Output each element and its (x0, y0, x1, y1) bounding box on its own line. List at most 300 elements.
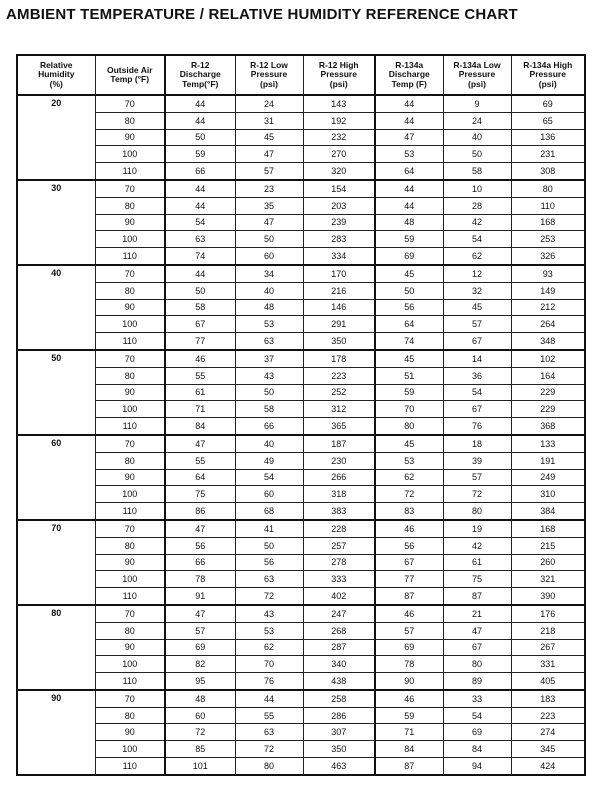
outside-air-temp-cell: 90 (95, 384, 165, 401)
r134a-discharge-temp-cell: 46 (375, 605, 443, 622)
table-row (17, 401, 585, 418)
table-row (17, 486, 585, 503)
r12-low-pressure-cell: 40 (235, 435, 303, 452)
r12-high-pressure-cell: 270 (303, 146, 375, 163)
r12-discharge-temp-cell: 56 (165, 537, 235, 554)
r12-low-pressure-cell: 23 (235, 180, 303, 197)
r134a-high-pressure-cell: 215 (511, 537, 585, 554)
r134a-high-pressure-cell: 168 (511, 520, 585, 537)
r12-high-pressure-cell: 216 (303, 282, 375, 299)
header-line: Pressure (458, 69, 496, 80)
table-row (17, 554, 585, 571)
table-row (17, 673, 585, 690)
r134a-low-pressure-cell: 9 (443, 95, 511, 112)
r12-high-pressure-cell: 252 (303, 384, 375, 401)
r134a-discharge-temp-cell: 71 (375, 724, 443, 741)
r12-high-pressure-cell: 463 (303, 758, 375, 775)
r12-high-pressure-cell: 268 (303, 622, 375, 639)
r12-discharge-temp-cell: 82 (165, 656, 235, 673)
r12-discharge-temp-cell: 46 (165, 350, 235, 367)
r12-low-pressure-cell: 72 (235, 588, 303, 605)
r134a-discharge-temp-cell: 70 (375, 401, 443, 418)
header-line: R-12 Low (250, 59, 288, 70)
r134a-low-pressure-cell: 67 (443, 333, 511, 350)
r12-low-pressure-cell: 50 (235, 384, 303, 401)
r134a-discharge-temp-cell: 67 (375, 554, 443, 571)
table-row (17, 180, 585, 197)
r12-low-pressure-cell: 80 (235, 758, 303, 775)
r134a-low-pressure-cell: 54 (443, 707, 511, 724)
r12-low-pressure-cell: 58 (235, 401, 303, 418)
r12-high-pressure-cell: 402 (303, 588, 375, 605)
header-line: (psi) (468, 78, 486, 89)
r134a-low-pressure-cell: 47 (443, 622, 511, 639)
table-row (17, 588, 585, 605)
outside-air-temp-cell: 100 (95, 656, 165, 673)
r134a-low-pressure-cell: 62 (443, 248, 511, 265)
r12-low-pressure-cell: 63 (235, 333, 303, 350)
table-row (17, 639, 585, 656)
r12-discharge-temp-cell: 58 (165, 299, 235, 316)
table-row (17, 367, 585, 384)
outside-air-temp-cell: 70 (95, 350, 165, 367)
r134a-high-pressure-cell: 326 (511, 248, 585, 265)
header-line: Temp (°F) (110, 74, 150, 84)
outside-air-temp-cell: 70 (95, 520, 165, 537)
header-line: Pressure (320, 69, 357, 80)
outside-air-temp-cell: 90 (95, 469, 165, 486)
r134a-discharge-temp-cell: 80 (375, 418, 443, 435)
r134a-discharge-temp-header (375, 55, 443, 95)
header-line: R-134a High (523, 59, 573, 70)
r134a-low-pressure-cell: 58 (443, 163, 511, 180)
relative-humidity-header (17, 55, 95, 95)
table-row (17, 299, 585, 316)
r134a-high-pressure-cell: 136 (511, 129, 585, 146)
r134a-low-pressure-cell: 89 (443, 673, 511, 690)
r134a-high-pressure-cell: 110 (511, 197, 585, 214)
r12-discharge-temp-cell: 47 (165, 520, 235, 537)
r134a-high-pressure-cell: 384 (511, 503, 585, 520)
r134a-low-pressure-cell: 57 (443, 316, 511, 333)
r12-discharge-temp-cell: 86 (165, 503, 235, 520)
r12-high-pressure-cell: 258 (303, 690, 375, 707)
header-line: Discharge (388, 69, 430, 80)
r12-low-pressure-cell: 31 (235, 112, 303, 129)
r12-discharge-temp-cell: 72 (165, 724, 235, 741)
table-row (17, 520, 585, 537)
r134a-discharge-temp-cell: 59 (375, 231, 443, 248)
outside-air-temp-cell: 80 (95, 282, 165, 299)
r12-low-pressure-header (235, 55, 303, 95)
r134a-discharge-temp-cell: 59 (375, 707, 443, 724)
table-row (17, 163, 585, 180)
outside-air-temp-cell: 70 (95, 95, 165, 112)
r134a-discharge-temp-cell: 45 (375, 435, 443, 452)
relative-humidity-cell: 40 (17, 265, 95, 350)
outside-air-temp-cell: 100 (95, 401, 165, 418)
relative-humidity-cell: 60 (17, 435, 95, 520)
r12-low-pressure-cell: 43 (235, 367, 303, 384)
header-line: Temp(°F) (182, 78, 219, 89)
table-header-row (17, 55, 585, 95)
r12-low-pressure-cell: 60 (235, 248, 303, 265)
r134a-high-pressure-cell: 264 (511, 316, 585, 333)
r134a-high-pressure-cell: 249 (511, 469, 585, 486)
header-line: Pressure (250, 69, 288, 80)
r134a-discharge-temp-cell: 45 (375, 350, 443, 367)
reference-chart-table (16, 54, 586, 776)
r134a-high-pressure-cell: 331 (511, 656, 585, 673)
outside-air-temp-cell: 80 (95, 452, 165, 469)
r12-discharge-temp-cell: 75 (165, 486, 235, 503)
r12-low-pressure-cell: 53 (235, 622, 303, 639)
r134a-low-pressure-cell: 10 (443, 180, 511, 197)
outside-air-temp-cell: 70 (95, 605, 165, 622)
r12-high-pressure-cell: 154 (303, 180, 375, 197)
r134a-high-pressure-cell: 212 (511, 299, 585, 316)
outside-air-temp-cell: 110 (95, 333, 165, 350)
r134a-low-pressure-cell: 84 (443, 741, 511, 758)
header-line: (psi) (329, 78, 348, 89)
r134a-low-pressure-cell: 54 (443, 231, 511, 248)
outside-air-temp-cell: 110 (95, 163, 165, 180)
r12-low-pressure-cell: 57 (235, 163, 303, 180)
r12-high-pressure-cell: 187 (303, 435, 375, 452)
r134a-high-pressure-cell: 191 (511, 452, 585, 469)
r12-discharge-temp-cell: 55 (165, 367, 235, 384)
r134a-low-pressure-cell: 57 (443, 469, 511, 486)
outside-air-temp-cell: 80 (95, 112, 165, 129)
r134a-discharge-temp-cell: 69 (375, 248, 443, 265)
r134a-discharge-temp-cell: 44 (375, 180, 443, 197)
r12-discharge-temp-header (165, 55, 235, 95)
r12-high-pressure-cell: 203 (303, 197, 375, 214)
r12-low-pressure-cell: 45 (235, 129, 303, 146)
relative-humidity-cell: 30 (17, 180, 95, 265)
r12-high-pressure-cell: 383 (303, 503, 375, 520)
r134a-low-pressure-cell: 50 (443, 146, 511, 163)
r12-low-pressure-cell: 66 (235, 418, 303, 435)
outside-air-temp-cell: 100 (95, 571, 165, 588)
r12-discharge-temp-cell: 66 (165, 163, 235, 180)
r134a-high-pressure-cell: 253 (511, 231, 585, 248)
table-row (17, 95, 585, 112)
r134a-high-pressure-cell: 168 (511, 214, 585, 231)
r134a-high-pressure-cell: 164 (511, 367, 585, 384)
r134a-high-pressure-cell: 260 (511, 554, 585, 571)
r134a-low-pressure-cell: 32 (443, 282, 511, 299)
outside-air-temp-cell: 80 (95, 707, 165, 724)
table-row (17, 724, 585, 741)
outside-air-temp-cell: 110 (95, 418, 165, 435)
table-row (17, 605, 585, 622)
r12-discharge-temp-cell: 54 (165, 214, 235, 231)
r134a-discharge-temp-cell: 69 (375, 639, 443, 656)
r12-high-pressure-cell: 287 (303, 639, 375, 656)
table-row (17, 146, 585, 163)
r134a-low-pressure-cell: 40 (443, 129, 511, 146)
r12-low-pressure-cell: 43 (235, 605, 303, 622)
r12-discharge-temp-cell: 101 (165, 758, 235, 775)
r12-low-pressure-cell: 24 (235, 95, 303, 112)
header-line: (psi) (260, 78, 278, 89)
outside-air-temp-cell: 80 (95, 622, 165, 639)
r134a-high-pressure-cell: 102 (511, 350, 585, 367)
relative-humidity-cell: 50 (17, 350, 95, 435)
outside-air-temp-cell: 70 (95, 180, 165, 197)
r134a-high-pressure-cell: 183 (511, 690, 585, 707)
table-row (17, 112, 585, 129)
outside-air-temp-cell: 100 (95, 316, 165, 333)
header-line: R-12 (191, 59, 210, 70)
r134a-low-pressure-cell: 69 (443, 724, 511, 741)
header-line: Outside Air (107, 64, 153, 75)
r12-discharge-temp-cell: 50 (165, 129, 235, 146)
r134a-high-pressure-cell: 80 (511, 180, 585, 197)
r134a-discharge-temp-cell: 77 (375, 571, 443, 588)
table-row (17, 741, 585, 758)
r12-high-pressure-cell: 170 (303, 265, 375, 282)
outside-air-temp-cell: 110 (95, 588, 165, 605)
table-row (17, 690, 585, 707)
r134a-low-pressure-cell: 19 (443, 520, 511, 537)
r12-high-pressure-cell: 266 (303, 469, 375, 486)
outside-air-temp-cell: 70 (95, 265, 165, 282)
table-row (17, 418, 585, 435)
table-row (17, 129, 585, 146)
r12-high-pressure-cell: 365 (303, 418, 375, 435)
table-row (17, 316, 585, 333)
r134a-high-pressure-cell: 229 (511, 401, 585, 418)
r12-discharge-temp-cell: 59 (165, 146, 235, 163)
table-row (17, 282, 585, 299)
r134a-low-pressure-cell: 54 (443, 384, 511, 401)
r12-low-pressure-cell: 63 (235, 724, 303, 741)
header-line: Relative (39, 59, 73, 70)
table-row (17, 469, 585, 486)
outside-air-temp-header (95, 55, 165, 95)
r12-low-pressure-cell: 53 (235, 316, 303, 333)
r12-low-pressure-cell: 35 (235, 197, 303, 214)
table-row (17, 656, 585, 673)
header-line: R-12 High (318, 59, 359, 70)
table-row (17, 537, 585, 554)
r12-low-pressure-cell: 44 (235, 690, 303, 707)
r134a-discharge-temp-cell: 56 (375, 537, 443, 554)
r134a-discharge-temp-cell: 57 (375, 622, 443, 639)
r12-discharge-temp-cell: 66 (165, 554, 235, 571)
r12-high-pressure-cell: 340 (303, 656, 375, 673)
r134a-discharge-temp-cell: 64 (375, 163, 443, 180)
header-line: (psi) (538, 78, 557, 89)
outside-air-temp-cell: 90 (95, 554, 165, 571)
r134a-low-pressure-cell: 33 (443, 690, 511, 707)
header-line: (%) (49, 78, 63, 89)
r134a-low-pressure-cell: 42 (443, 214, 511, 231)
r134a-high-pressure-header (511, 55, 585, 95)
r134a-discharge-temp-cell: 64 (375, 316, 443, 333)
r12-low-pressure-cell: 41 (235, 520, 303, 537)
header-line: R-134a Low (453, 59, 501, 70)
r12-high-pressure-header (303, 55, 375, 95)
r12-high-pressure-cell: 291 (303, 316, 375, 333)
table-row (17, 231, 585, 248)
outside-air-temp-cell: 90 (95, 214, 165, 231)
outside-air-temp-cell: 80 (95, 197, 165, 214)
outside-air-temp-cell: 90 (95, 724, 165, 741)
r134a-low-pressure-header (443, 55, 511, 95)
r12-high-pressure-cell: 312 (303, 401, 375, 418)
r134a-low-pressure-cell: 14 (443, 350, 511, 367)
table-row (17, 707, 585, 724)
table-row (17, 622, 585, 639)
r12-high-pressure-cell: 318 (303, 486, 375, 503)
r12-discharge-temp-cell: 64 (165, 469, 235, 486)
r134a-high-pressure-cell: 93 (511, 265, 585, 282)
r12-discharge-temp-cell: 84 (165, 418, 235, 435)
r12-low-pressure-cell: 37 (235, 350, 303, 367)
outside-air-temp-cell: 100 (95, 231, 165, 248)
r12-discharge-temp-cell: 47 (165, 435, 235, 452)
table-row (17, 571, 585, 588)
r134a-low-pressure-cell: 76 (443, 418, 511, 435)
r134a-low-pressure-cell: 94 (443, 758, 511, 775)
table-row (17, 214, 585, 231)
table-row (17, 503, 585, 520)
r134a-low-pressure-cell: 75 (443, 571, 511, 588)
r12-discharge-temp-cell: 63 (165, 231, 235, 248)
table-row (17, 758, 585, 775)
r12-low-pressure-cell: 54 (235, 469, 303, 486)
r134a-discharge-temp-cell: 90 (375, 673, 443, 690)
r134a-low-pressure-cell: 39 (443, 452, 511, 469)
r134a-high-pressure-cell: 310 (511, 486, 585, 503)
outside-air-temp-cell: 70 (95, 435, 165, 452)
r134a-high-pressure-cell: 229 (511, 384, 585, 401)
r12-discharge-temp-cell: 67 (165, 316, 235, 333)
r134a-low-pressure-cell: 18 (443, 435, 511, 452)
r134a-discharge-temp-cell: 47 (375, 129, 443, 146)
r12-discharge-temp-cell: 55 (165, 452, 235, 469)
table-row (17, 265, 585, 282)
r12-discharge-temp-cell: 91 (165, 588, 235, 605)
r134a-high-pressure-cell: 267 (511, 639, 585, 656)
outside-air-temp-cell: 110 (95, 503, 165, 520)
outside-air-temp-cell: 70 (95, 690, 165, 707)
r134a-discharge-temp-cell: 46 (375, 690, 443, 707)
r12-discharge-temp-cell: 71 (165, 401, 235, 418)
r134a-high-pressure-cell: 321 (511, 571, 585, 588)
table-row (17, 384, 585, 401)
r12-low-pressure-cell: 47 (235, 146, 303, 163)
r134a-high-pressure-cell: 405 (511, 673, 585, 690)
r12-high-pressure-cell: 232 (303, 129, 375, 146)
r134a-low-pressure-cell: 24 (443, 112, 511, 129)
r134a-high-pressure-cell: 223 (511, 707, 585, 724)
table-row (17, 333, 585, 350)
r12-discharge-temp-cell: 61 (165, 384, 235, 401)
r12-discharge-temp-cell: 77 (165, 333, 235, 350)
r12-low-pressure-cell: 55 (235, 707, 303, 724)
r134a-low-pressure-cell: 36 (443, 367, 511, 384)
r12-high-pressure-cell: 239 (303, 214, 375, 231)
r12-discharge-temp-cell: 44 (165, 265, 235, 282)
header-line: Pressure (529, 69, 566, 80)
r134a-low-pressure-cell: 67 (443, 639, 511, 656)
r12-high-pressure-cell: 192 (303, 112, 375, 129)
r134a-high-pressure-cell: 368 (511, 418, 585, 435)
relative-humidity-cell: 80 (17, 605, 95, 690)
r134a-high-pressure-cell: 274 (511, 724, 585, 741)
header-line: Humidity (38, 69, 75, 80)
header-line: R-134a (395, 59, 424, 70)
r134a-high-pressure-cell: 424 (511, 758, 585, 775)
r134a-low-pressure-cell: 42 (443, 537, 511, 554)
r12-low-pressure-cell: 72 (235, 741, 303, 758)
r12-low-pressure-cell: 60 (235, 486, 303, 503)
r12-low-pressure-cell: 50 (235, 537, 303, 554)
r134a-discharge-temp-cell: 46 (375, 520, 443, 537)
r134a-low-pressure-cell: 80 (443, 503, 511, 520)
r134a-high-pressure-cell: 218 (511, 622, 585, 639)
r12-high-pressure-cell: 283 (303, 231, 375, 248)
r12-discharge-temp-cell: 44 (165, 112, 235, 129)
r134a-low-pressure-cell: 12 (443, 265, 511, 282)
r12-high-pressure-cell: 320 (303, 163, 375, 180)
relative-humidity-cell: 20 (17, 95, 95, 180)
r134a-discharge-temp-cell: 56 (375, 299, 443, 316)
r134a-low-pressure-cell: 80 (443, 656, 511, 673)
r12-discharge-temp-cell: 85 (165, 741, 235, 758)
outside-air-temp-cell: 110 (95, 673, 165, 690)
outside-air-temp-cell: 80 (95, 537, 165, 554)
r12-discharge-temp-cell: 60 (165, 707, 235, 724)
table-row (17, 452, 585, 469)
r134a-discharge-temp-cell: 62 (375, 469, 443, 486)
relative-humidity-cell: 90 (17, 690, 95, 775)
outside-air-temp-cell: 110 (95, 248, 165, 265)
r134a-discharge-temp-cell: 44 (375, 112, 443, 129)
r134a-high-pressure-cell: 149 (511, 282, 585, 299)
r12-high-pressure-cell: 257 (303, 537, 375, 554)
r12-discharge-temp-cell: 44 (165, 197, 235, 214)
r134a-high-pressure-cell: 69 (511, 95, 585, 112)
outside-air-temp-cell: 80 (95, 367, 165, 384)
r134a-discharge-temp-cell: 84 (375, 741, 443, 758)
r12-low-pressure-cell: 48 (235, 299, 303, 316)
outside-air-temp-cell: 90 (95, 639, 165, 656)
header-line: Discharge (179, 69, 221, 80)
r134a-high-pressure-cell: 308 (511, 163, 585, 180)
outside-air-temp-cell: 90 (95, 299, 165, 316)
r134a-high-pressure-cell: 345 (511, 741, 585, 758)
r134a-discharge-temp-cell: 87 (375, 588, 443, 605)
r12-discharge-temp-cell: 57 (165, 622, 235, 639)
r12-low-pressure-cell: 63 (235, 571, 303, 588)
r134a-discharge-temp-cell: 78 (375, 656, 443, 673)
r134a-discharge-temp-cell: 44 (375, 197, 443, 214)
r12-high-pressure-cell: 278 (303, 554, 375, 571)
r12-high-pressure-cell: 350 (303, 333, 375, 350)
r12-high-pressure-cell: 350 (303, 741, 375, 758)
r12-discharge-temp-cell: 44 (165, 180, 235, 197)
table-row (17, 350, 585, 367)
r12-low-pressure-cell: 49 (235, 452, 303, 469)
r12-low-pressure-cell: 34 (235, 265, 303, 282)
r12-high-pressure-cell: 228 (303, 520, 375, 537)
r12-low-pressure-cell: 40 (235, 282, 303, 299)
